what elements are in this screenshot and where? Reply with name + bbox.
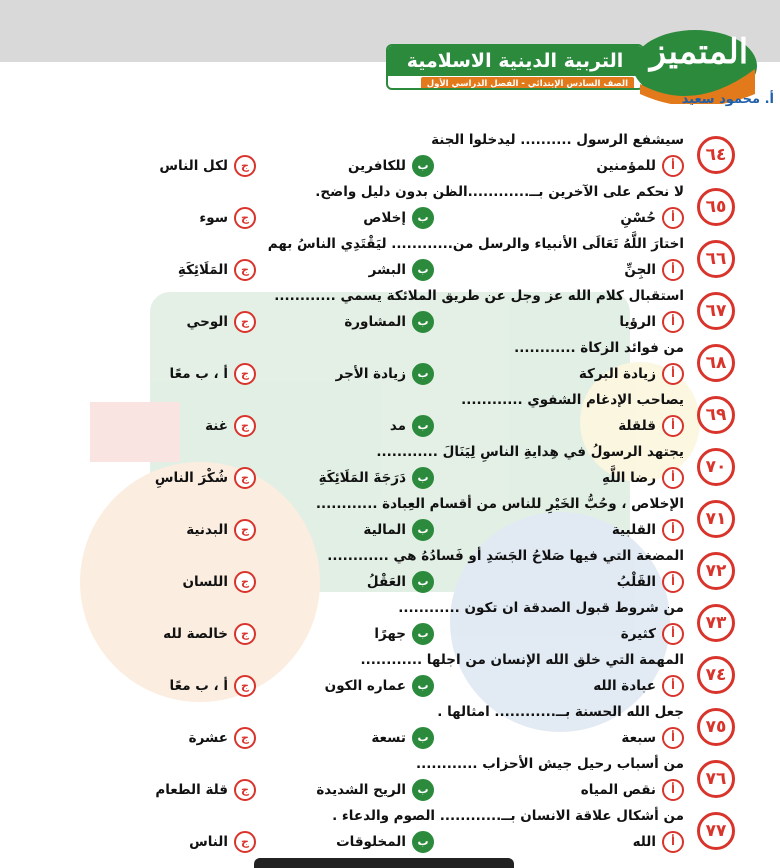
option-a-text: القلبية <box>611 522 656 538</box>
option-b-badge: ب <box>412 415 434 437</box>
option-c-text: قلة الطعام <box>155 782 228 798</box>
question-number: ٦٤ <box>697 136 735 174</box>
question-stem: من أسباب رحيل جيش الأحزاب ............ <box>416 756 684 772</box>
question-stem: جعل الله الحسنة بــ............ امثالها . <box>437 704 684 720</box>
question-71 <box>0 492 780 546</box>
option-c-text: لكل الناس <box>159 158 228 174</box>
option-a[interactable] <box>624 259 684 281</box>
option-a-badge: أ <box>662 519 684 541</box>
option-c-badge: ج <box>234 259 256 281</box>
option-c-text: البدنية <box>186 522 228 538</box>
option-b-text: إخلاص <box>363 210 406 226</box>
option-a[interactable] <box>579 363 684 385</box>
option-c[interactable] <box>178 259 256 281</box>
bottom-overlay-bar <box>254 858 514 868</box>
logo-text: المتميز <box>649 32 749 72</box>
option-c[interactable] <box>189 727 256 749</box>
question-number: ٧٢ <box>697 552 735 590</box>
question-65 <box>0 180 780 234</box>
option-b-text: جهرًا <box>374 626 406 642</box>
option-a-text: نقص المياه <box>580 782 656 798</box>
option-b[interactable] <box>363 207 434 229</box>
option-c[interactable] <box>186 519 256 541</box>
question-stem: يجتهد الرسولُ في هِدايةِ الناسِ لِيَنَالَ ............ <box>376 444 684 460</box>
option-b-text: المخلوقات <box>336 834 406 850</box>
option-c[interactable] <box>182 571 256 593</box>
option-a[interactable] <box>621 727 684 749</box>
question-75 <box>0 700 780 754</box>
option-b-text: زيادة الأجر <box>335 366 406 382</box>
option-c[interactable] <box>205 415 256 437</box>
question-stem: المهمة التي خلق الله الإنسان من اجلها ............ <box>360 652 684 668</box>
question-number: ٦٩ <box>697 396 735 434</box>
option-b-text: للكافرين <box>348 158 406 174</box>
option-a-badge: أ <box>662 675 684 697</box>
option-c-badge: ج <box>234 155 256 177</box>
option-b[interactable] <box>336 831 434 853</box>
option-a-badge: أ <box>662 363 684 385</box>
option-b[interactable] <box>369 259 434 281</box>
option-b-text: دَرَجَةَ المَلَائِكَةِ <box>318 470 406 486</box>
option-c-text: أ ، ب معًا <box>169 678 228 694</box>
option-b-text: عماره الكون <box>324 678 406 694</box>
option-c-text: سوء <box>199 210 228 226</box>
question-stem: لا نحكم على الآخرين بــ............الظن بدون دليل واضح. <box>315 184 684 200</box>
question-72 <box>0 544 780 598</box>
title-box <box>386 44 644 90</box>
question-66 <box>0 232 780 286</box>
option-a-badge: أ <box>662 311 684 333</box>
option-b[interactable] <box>319 467 434 489</box>
option-a[interactable] <box>621 623 684 645</box>
option-b[interactable] <box>371 727 434 749</box>
option-a[interactable] <box>593 675 684 697</box>
question-number: ٧٠ <box>697 448 735 486</box>
option-c-text: أ ، ب معًا <box>169 366 228 382</box>
option-c-text: شُكْرَ الناسِ <box>154 470 228 486</box>
option-c-badge: ج <box>234 467 256 489</box>
option-a[interactable] <box>618 415 684 437</box>
option-c-text: الوحي <box>186 314 228 330</box>
header <box>386 24 780 120</box>
question-number: ٦٦ <box>697 240 735 278</box>
option-b-badge: ب <box>412 363 434 385</box>
option-c[interactable] <box>155 467 256 489</box>
option-b[interactable] <box>374 623 434 645</box>
page-title: التربية الدينية الاسلامية <box>388 46 642 76</box>
question-stem: الإخلاص ، وحُبُّ الخَيْرِ للناس من أقسام العِبادة ............ <box>315 496 684 512</box>
option-c[interactable] <box>159 155 256 177</box>
question-76 <box>0 752 780 806</box>
question-stem: من أشكال علاقة الانسان بــ............ الصوم والدعاء . <box>332 808 684 824</box>
option-c-badge: ج <box>234 311 256 333</box>
option-c-badge: ج <box>234 519 256 541</box>
option-c-badge: ج <box>234 415 256 437</box>
option-b-text: العَقْلُ <box>366 574 406 590</box>
option-a-text: كثيرة <box>620 626 656 642</box>
question-number: ٦٨ <box>697 344 735 382</box>
option-b-text: مد <box>389 418 406 434</box>
option-a-text: الجِنِّ <box>624 262 656 278</box>
option-c-badge: ج <box>234 675 256 697</box>
option-c[interactable] <box>186 311 256 333</box>
option-a[interactable] <box>581 779 684 801</box>
option-a-badge: أ <box>662 207 684 229</box>
option-a-text: سبعة <box>621 730 656 746</box>
option-b[interactable] <box>325 675 434 697</box>
option-c-text: عشرة <box>188 730 228 746</box>
question-number: ٧٧ <box>697 812 735 850</box>
option-c-badge: ج <box>234 779 256 801</box>
option-b-badge: ب <box>412 311 434 333</box>
option-a-text: القَلْبُ <box>616 574 656 590</box>
option-b[interactable] <box>363 519 434 541</box>
option-a-badge: أ <box>662 831 684 853</box>
option-a-badge: أ <box>662 571 684 593</box>
option-a-badge: أ <box>662 727 684 749</box>
question-number: ٧١ <box>697 500 735 538</box>
option-b-text: المشاورة <box>344 314 406 330</box>
option-a[interactable] <box>596 155 684 177</box>
option-c[interactable] <box>199 207 256 229</box>
question-68 <box>0 336 780 390</box>
option-b-badge: ب <box>412 727 434 749</box>
question-stem: سيشفع الرسول .......... ليدخلوا الجنة <box>431 132 684 148</box>
option-b[interactable] <box>336 363 434 385</box>
option-b-badge: ب <box>412 675 434 697</box>
option-b-text: الريح الشديدة <box>316 782 406 798</box>
option-a-text: الرؤيا <box>619 314 656 330</box>
option-b-badge: ب <box>412 779 434 801</box>
option-a-text: زيادة البركة <box>578 366 656 382</box>
question-73 <box>0 596 780 650</box>
option-a-text: قلقلة <box>618 418 656 434</box>
option-a-text: عبادة الله <box>593 678 656 694</box>
question-stem: يصاحب الإدغام الشفوي ............ <box>461 392 684 408</box>
question-number: ٧٣ <box>697 604 735 642</box>
option-c-badge: ج <box>234 363 256 385</box>
option-b-badge: ب <box>412 831 434 853</box>
option-b-text: المالية <box>363 522 406 538</box>
question-number: ٦٥ <box>697 188 735 226</box>
option-b-badge: ب <box>412 519 434 541</box>
option-b[interactable] <box>316 779 434 801</box>
page-subtitle: الصف السادس الإبتدائي - الفصل الدراسي الأول <box>421 77 634 90</box>
option-a-text: حُسْنِ <box>620 210 656 226</box>
option-b[interactable] <box>344 311 434 333</box>
question-stem: المضغة التي فيها صَلاحُ الجَسَدِ أو فَسادُهُ هي ............ <box>327 548 684 564</box>
question-stem: من شروط قبول الصدقة ان تكون ............ <box>398 600 684 616</box>
option-b-text: البشر <box>368 262 406 278</box>
question-70 <box>0 440 780 494</box>
question-77 <box>0 804 780 858</box>
question-stem: من فوائد الزكاة ............ <box>514 340 684 356</box>
option-a-badge: أ <box>662 155 684 177</box>
option-c[interactable] <box>163 623 256 645</box>
option-c-text: اللسان <box>182 574 228 590</box>
option-b-badge: ب <box>412 623 434 645</box>
option-c[interactable] <box>189 831 256 853</box>
question-number: ٧٥ <box>697 708 735 746</box>
option-c-badge: ج <box>234 207 256 229</box>
question-stem: استقبال كلام الله عز وجل عن طريق الملائكة يسمي ............ <box>274 288 684 304</box>
teacher-name: أ. محمود سعيد <box>681 92 774 107</box>
option-b-badge: ب <box>412 207 434 229</box>
question-69 <box>0 388 780 442</box>
option-a[interactable] <box>619 311 684 333</box>
question-64 <box>0 128 780 182</box>
option-a-badge: أ <box>662 415 684 437</box>
option-a-badge: أ <box>662 467 684 489</box>
option-a-text: للمؤمنين <box>596 158 656 174</box>
option-c-text: الناس <box>189 834 228 850</box>
option-c-badge: ج <box>234 831 256 853</box>
option-a[interactable] <box>612 519 684 541</box>
question-74 <box>0 648 780 702</box>
option-c-badge: ج <box>234 571 256 593</box>
option-b[interactable] <box>367 571 434 593</box>
option-b-badge: ب <box>412 259 434 281</box>
option-a[interactable] <box>617 571 684 593</box>
option-c[interactable] <box>170 675 256 697</box>
option-b-text: تسعة <box>371 730 406 746</box>
option-a[interactable] <box>602 467 684 489</box>
option-b[interactable] <box>390 415 434 437</box>
option-c-badge: ج <box>234 623 256 645</box>
question-number: ٧٤ <box>697 656 735 694</box>
option-a-badge: أ <box>662 259 684 281</box>
question-number: ٦٧ <box>697 292 735 330</box>
option-a-badge: أ <box>662 779 684 801</box>
option-a-badge: أ <box>662 623 684 645</box>
option-a[interactable] <box>633 831 684 853</box>
question-67 <box>0 284 780 338</box>
option-a[interactable] <box>620 207 684 229</box>
question-stem: اختارَ اللَّهُ تَعَالَى الأنبياء والرسل من............ ليَقْتَدِي الناسُ بهم <box>267 236 684 252</box>
option-b-badge: ب <box>412 467 434 489</box>
option-b-badge: ب <box>412 571 434 593</box>
option-c[interactable] <box>170 363 256 385</box>
option-a-text: الله <box>632 834 656 850</box>
option-c-text: غنة <box>205 418 228 434</box>
option-b[interactable] <box>348 155 434 177</box>
option-a-text: رضا اللَّهِ <box>602 470 656 486</box>
option-c-badge: ج <box>234 727 256 749</box>
option-c-text: خالصة لله <box>163 626 228 642</box>
option-c[interactable] <box>155 779 256 801</box>
question-number: ٧٦ <box>697 760 735 798</box>
option-b-badge: ب <box>412 155 434 177</box>
option-c-text: المَلَائِكَةِ <box>177 262 228 278</box>
